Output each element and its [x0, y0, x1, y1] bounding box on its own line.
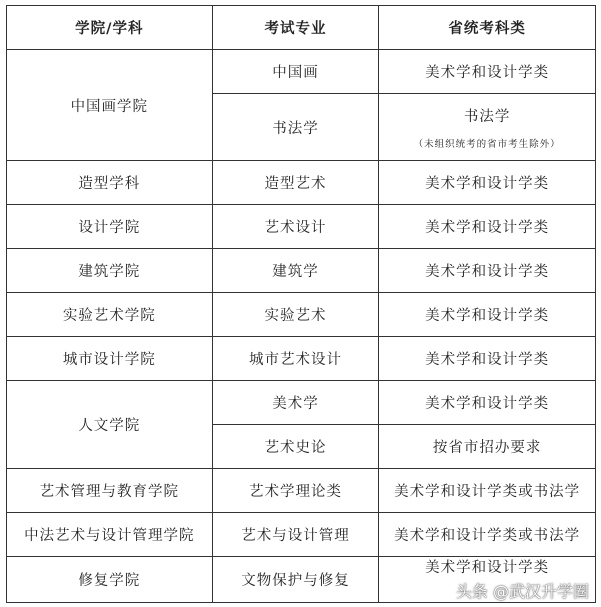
major-cell: 实验艺术: [212, 293, 379, 337]
category-cell: [379, 557, 596, 603]
category-note: （未组织统考的省市考生除外）: [413, 138, 561, 150]
major-cell: 艺术与设计管理: [212, 513, 379, 557]
category-text: 美术学和设计学类: [425, 560, 550, 576]
category-cell: [379, 161, 596, 205]
major-cell: 艺术设计: [212, 205, 379, 249]
college-cell: 实验艺术学院: [7, 293, 213, 337]
category-cell: [379, 94, 596, 161]
header-row: [7, 6, 596, 50]
major-cell: 艺术学理论类: [212, 469, 379, 513]
category-cell: [379, 293, 596, 337]
category-cell: [379, 205, 596, 249]
category-text: 美术学和设计学类: [425, 220, 550, 236]
major-cell: 文物保护与修复: [212, 557, 379, 603]
category-cell: [379, 425, 596, 469]
major-cell: 书法学: [212, 94, 379, 161]
table-row: [7, 337, 596, 381]
category-text: 美术学和设计学类: [425, 396, 550, 412]
category-cell: [379, 50, 596, 94]
college-cell: 城市设计学院: [7, 337, 213, 381]
category-cell: [379, 513, 596, 557]
college-cell: 建筑学院: [7, 249, 213, 293]
table-row: [7, 381, 596, 425]
major-cell: 建筑学: [212, 249, 379, 293]
category-text: 美术学和设计学类或书法学: [394, 528, 581, 544]
college-cell: 造型学科: [7, 161, 213, 205]
table-row: [7, 513, 596, 557]
major-cell: 造型艺术: [212, 161, 379, 205]
category-text: 美术学和设计学类: [425, 264, 550, 280]
college-cell: 设计学院: [7, 205, 213, 249]
college-cell: 修复学院: [7, 557, 213, 603]
table-row: [7, 469, 596, 513]
college-cell: 艺术管理与教育学院: [7, 469, 213, 513]
category-text: 美术学和设计学类: [425, 65, 550, 81]
category-cell: [379, 381, 596, 425]
table-row: [7, 161, 596, 205]
table-row: [7, 557, 596, 603]
major-cell: 城市艺术设计: [212, 337, 379, 381]
major-cell: 中国画: [212, 50, 379, 94]
college-cell: 人文学院: [7, 381, 213, 469]
category-text: 美术学和设计学类: [425, 308, 550, 324]
watermark: 头条 @武汉升学圈: [455, 582, 589, 601]
admission-table: [6, 5, 596, 603]
category-text: 书法学: [463, 108, 511, 125]
table-row: [7, 205, 596, 249]
table-row: [7, 249, 596, 293]
category-text: 美术学和设计学类: [425, 176, 550, 192]
category-cell: [379, 469, 596, 513]
header-college: 学院/学科: [7, 6, 213, 50]
category-cell: [379, 249, 596, 293]
category-cell: [379, 337, 596, 381]
category-text: 美术学和设计学类: [425, 352, 550, 368]
major-cell: 艺术史论: [212, 425, 379, 469]
category-text: 按省市招办要求: [432, 440, 542, 456]
header-major: 考试专业: [212, 6, 379, 50]
table-row: [7, 293, 596, 337]
college-cell: 中国画学院: [7, 50, 213, 161]
category-text: 美术学和设计学类或书法学: [394, 484, 581, 500]
header-category: 省统考科类: [379, 6, 596, 50]
college-cell: 中法艺术与设计管理学院: [7, 513, 213, 557]
table-row: [7, 50, 596, 94]
major-cell: 美术学: [212, 381, 379, 425]
